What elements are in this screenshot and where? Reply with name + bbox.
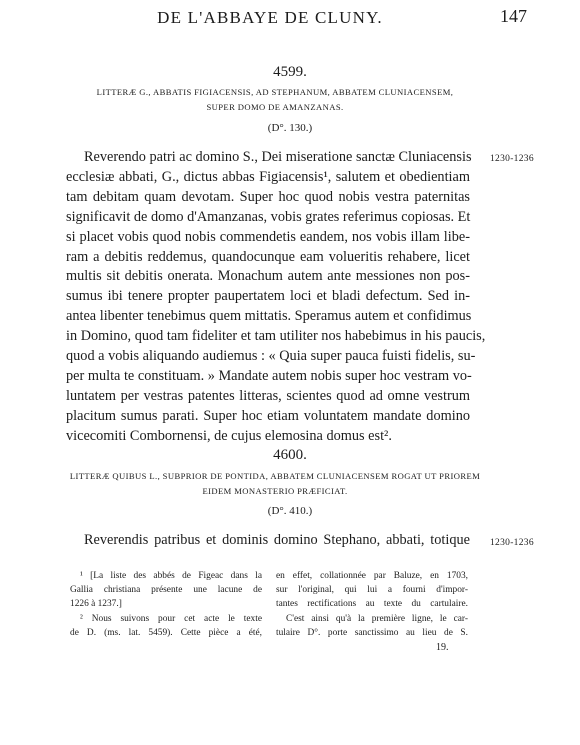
footnotes-left-column [70, 569, 262, 640]
page-number: 147 [500, 6, 527, 26]
footnote-line: tulaire D°. porte sanctissimo au lieu de S. [276, 627, 468, 638]
heading-line: LITTERÆ QUIBUS L., SUBPRIOR DE PONTIDA, ABBATEM CLUNIACENSEM ROGAT UT PRIOREM [69, 471, 481, 481]
heading-line: SUPER DOMO DE AMANZANAS. [206, 102, 344, 112]
charter-number: 4600. [273, 447, 307, 463]
text-line: per multa te constituam. » Mandate autem nobis super hoc vestram vo- [66, 367, 472, 384]
charter-text [66, 148, 486, 447]
footnote-line: 1226 à 1237.] [70, 599, 122, 610]
text-line: quod a vobis aliquando audiemus : « Quia super pauca fuisti fidelis, su- [66, 348, 476, 365]
footnotes-right-column [276, 569, 468, 640]
text-line: multis sit debitis onerata. Monachum autem ante messiones non pos- [66, 268, 470, 285]
signature-mark: 19. [436, 642, 449, 653]
text-line: ecclesiæ abbati, G., dictus abbas Figiacensis¹, salutem et obedientiam [66, 168, 470, 185]
margin-date: 1230-1236 [490, 538, 534, 548]
text-line: placitum sumus parati. Super hoc etiam voluntatem mandate domino [66, 407, 470, 424]
charter-reference: (D°. 410.) [267, 505, 313, 517]
charter-number: 4599. [273, 64, 307, 80]
footnote-line: Gallia christiana présente une lacune de [70, 585, 262, 596]
charter-heading [60, 469, 490, 499]
charter-text [66, 531, 470, 551]
footnote-line: sur l'original, qui lui a fourni d'impor- [276, 585, 468, 596]
text-line: Reverendis patribus et dominis domino Stephano, abbati, totique [84, 532, 470, 548]
text-line: sumus ibi tenere propter paupertatem loci et bladi defectum. Sed in- [66, 288, 470, 305]
margin-date: 1230-1236 [490, 154, 534, 164]
footnote-line: ¹ [La liste des abbés de Figeac dans la [80, 571, 262, 581]
footnote-line: C'est ainsi qu'à la première ligne, le car- [286, 613, 468, 624]
text-line: significavit de domo d'Amanzanas, vobis grates referimus copiosas. Et [66, 208, 471, 225]
text-line: vicecomiti Combornensi, de cujus elemosina domus est². [66, 427, 392, 444]
heading-line: LITTERÆ G., ABBATIS FIGIACENSIS, AD STEPHANUM, ABBATEM CLUNIACENSEM, [96, 87, 454, 97]
charter-reference: (D°. 130.) [267, 122, 313, 134]
text-line: antea libenter tenebimus quem mittatis. Speramus autem et confidimus [66, 308, 472, 325]
text-line: si placet vobis quod nobis commendetis eandem, nos vobis illam libe- [66, 228, 470, 245]
footnote-line: tantes rectifications au texte du cartulaire. [276, 599, 468, 610]
footnote-line: en effet, collationnée par Baluze, en 1703, [276, 571, 468, 581]
charter-heading [60, 85, 490, 115]
footnote-line: ² Nous suivons pour cet acte le texte [80, 613, 262, 624]
text-line: ram a debitis reddemus, quandocunque eam volueritis rehabere, licet [66, 248, 470, 265]
heading-line: EIDEM MONASTERIO PRÆFICIAT. [202, 486, 348, 496]
footnote-line: de D. (ms. lat. 5459). Cette pièce a été, [70, 627, 262, 638]
running-title: DE L'ABBAYE DE CLUNY. [157, 8, 383, 27]
text-line: tam debitam quam devotam. Super hoc quod nobis vestra paternitas [66, 188, 470, 205]
text-line: luntatem per vestras patentes litteras, scientes quod ad omne vestrum [66, 387, 470, 404]
text-line: in Domino, quod tam fideliter et tam utiliter nos habebimus in his paucis, [66, 328, 486, 345]
text-line: Reverendo patri ac domino S., Dei miseratione sanctæ Cluniacensis [84, 149, 472, 165]
